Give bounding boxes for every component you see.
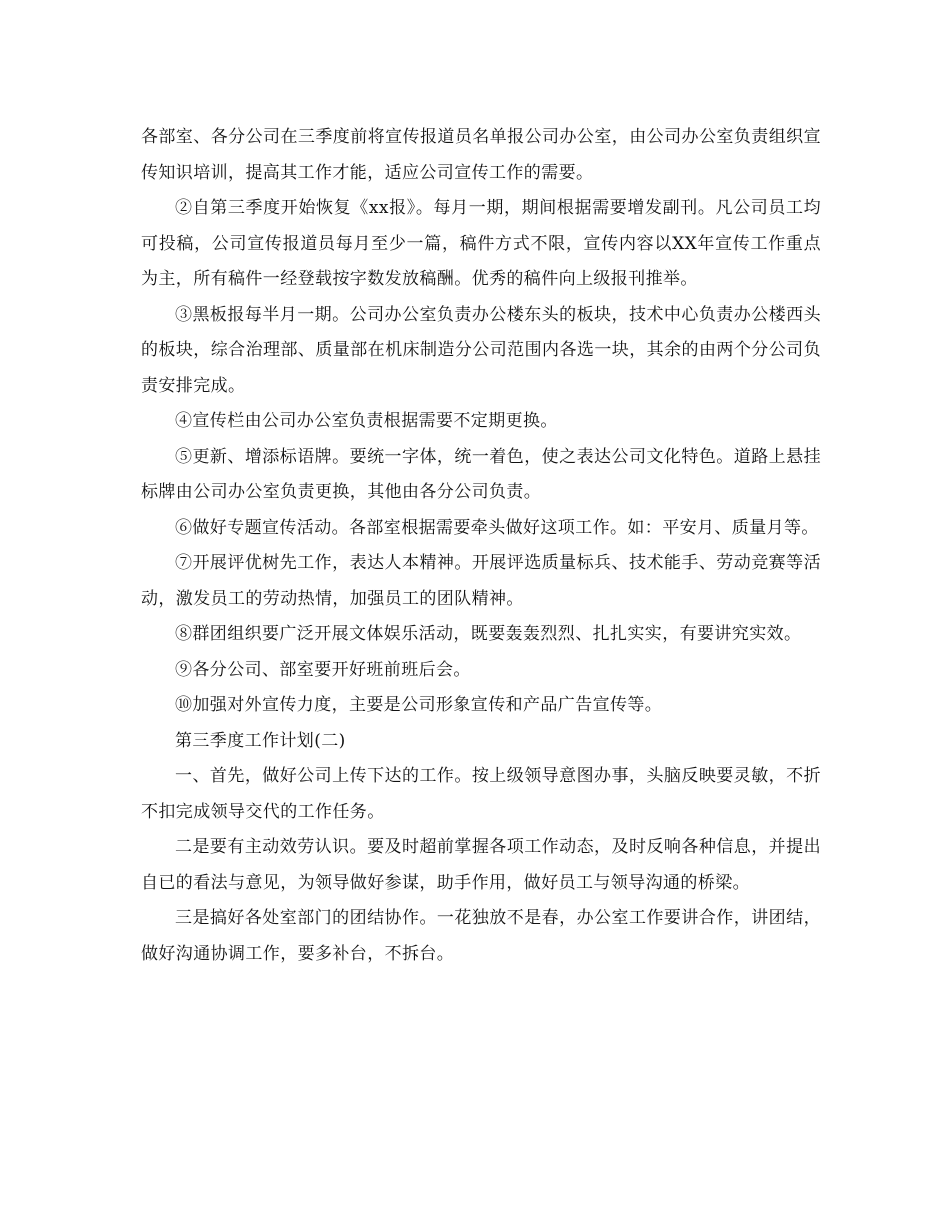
paragraph-10: ⑩加强对外宣传力度，主要是公司形象宣传和产品广告宣传等。 [175,695,663,715]
paragraph-13: 二是要有主动效劳认识。要及时超前掌握各项工作动态，及时反响各种信息，并提出自已的看法与意见，为领导做好参谋，助手作用，做好员工与领导沟通的桥梁。 [141,837,821,893]
paragraph-8: ⑧群团组织要广泛开展文体娱乐活动，既要轰轰烈烈、扎扎实实，有要讲究实效。 [175,624,802,644]
document-body [141,120,821,972]
paragraph-4: ④宣传栏由公司办公室负责根据需要不定期更换。 [175,411,558,431]
paragraph-14: 三是搞好各处室部门的团结协作。一花独放不是春，办公室工作要讲合作，讲团结，做好沟通协调工作，要多补台，不拆台。 [141,908,821,964]
section-heading: 第三季度工作计划(二) [175,730,346,751]
paragraph-1: 各部室、各分公司在三季度前将宣传报道员名单报公司办公室，由公司办公室负责组织宣传知识培训，提高其工作才能，适应公司宣传工作的需要。 [141,127,821,183]
paragraph-7: ⑦开展评优树先工作，表达人本精神。开展评选质量标兵、技术能手、劳动竞赛等活动，激发员工的劳动热情，加强员工的团队精神。 [141,553,821,609]
paragraph-12: 一、首先，做好公司上传下达的工作。按上级领导意图办事，头脑反映要灵敏，不折不扣完成领导交代的工作任务。 [141,766,821,822]
paragraph-5: ⑤更新、增添标语牌。要统一字体，统一着色，使之表达公司文化特色。道路上悬挂标牌由公司办公室负责更换，其他由各分公司负责。 [141,446,821,502]
paragraph-3: ③黑板报每半月一期。公司办公室负责办公楼东头的板块，技术中心负责办公楼西头的板块，综合治理部、质量部在机床制造分公司范围内各选一块，其余的由两个分公司负责安排完成。 [141,304,821,396]
paragraph-6: ⑥做好专题宣传活动。各部室根据需要牵头做好这项工作。如：平安月、质量月等。 [175,517,819,538]
paragraph-2: ②自第三季度开始恢复《xx报》。每月一期，期间根据需要增发副刊。凡公司员工均可投稿，公司宣传报道员每月至少一篇，稿件方式不限，宣传内容以XX年宣传工作重点为主，所有稿件一经登载按字数发放稿酬。优秀的稿件向上级报刊推举。 [141,198,821,289]
paragraph-9: ⑨各分公司、部室要开好班前班后会。 [175,659,471,680]
